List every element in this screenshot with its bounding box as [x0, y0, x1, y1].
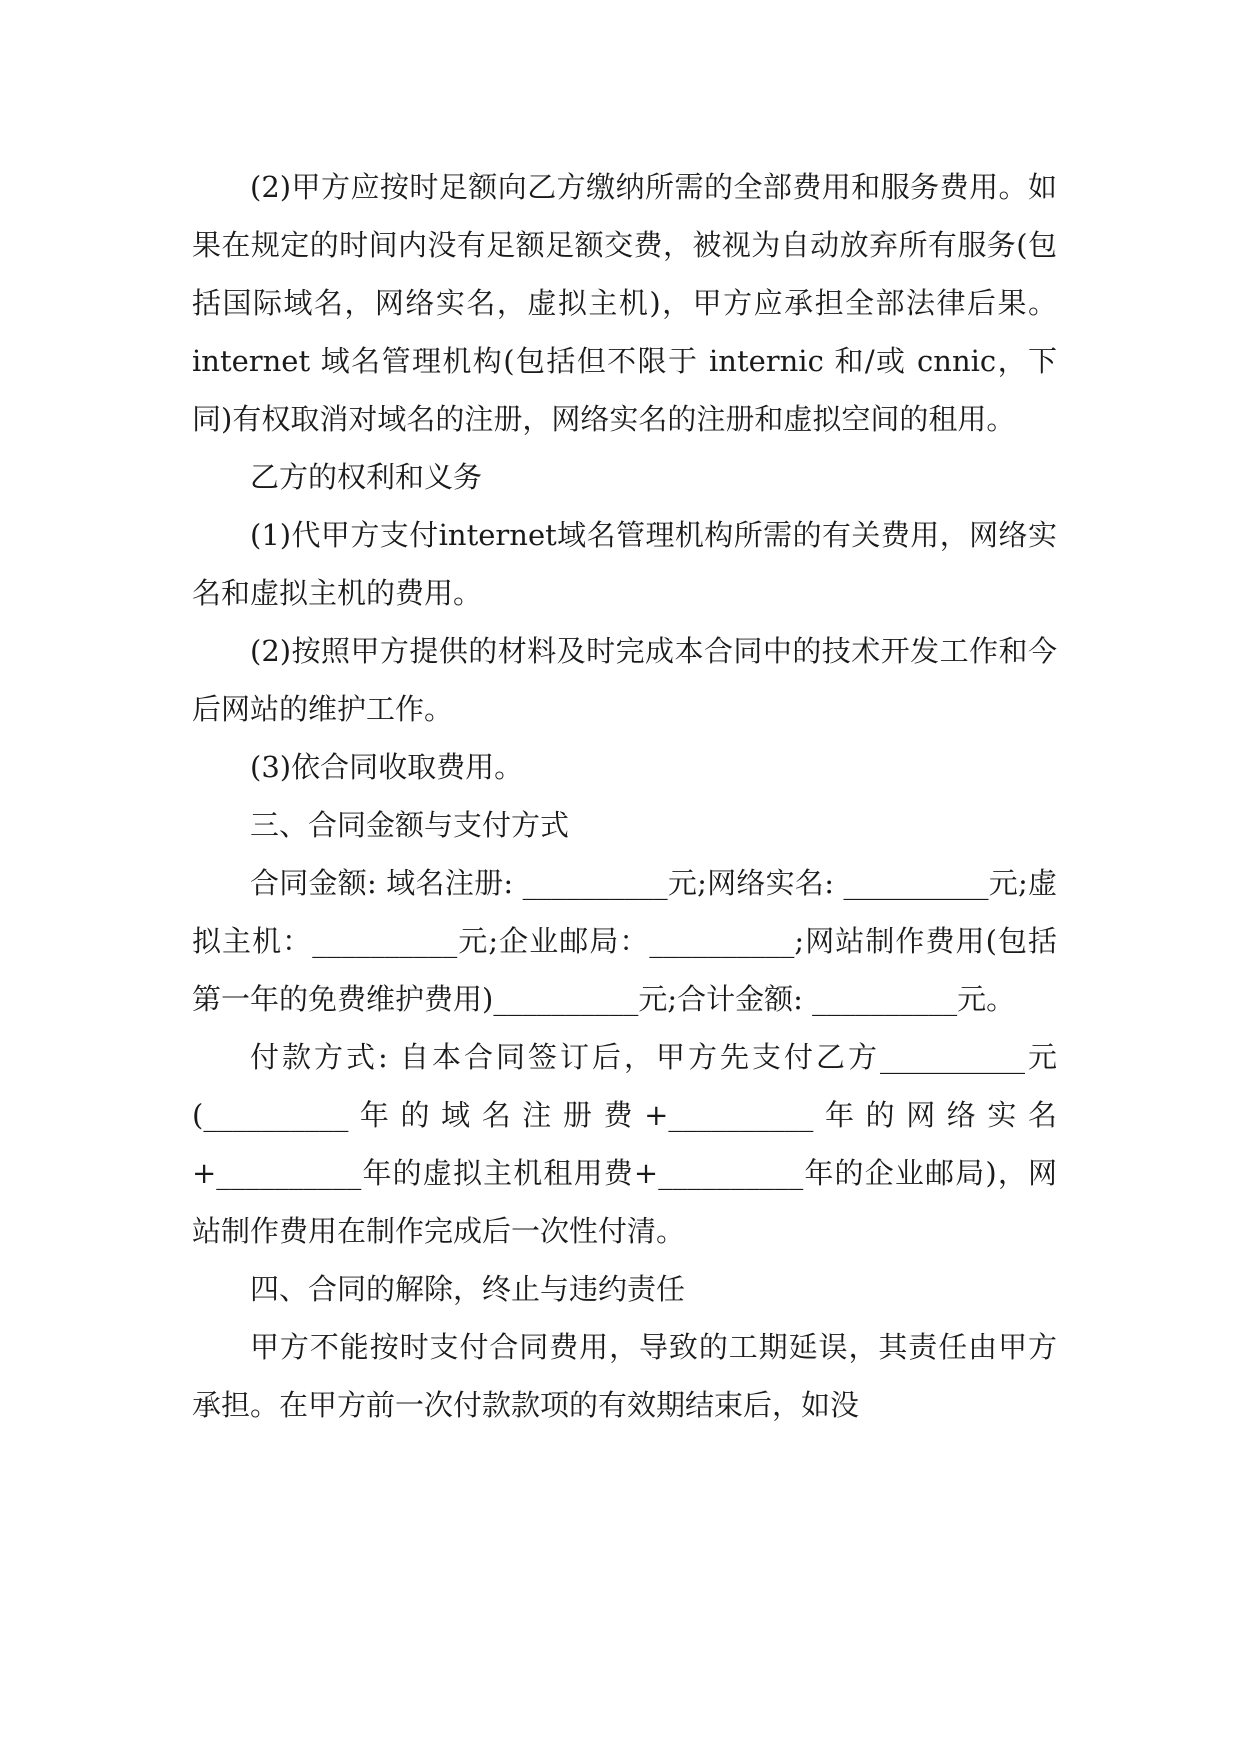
heading-section-3: 三、合同金额与支付方式: [250, 808, 570, 842]
paragraph-payment-method: 付款方式: 自本合同签订后，甲方先支付乙方__________元(__________年的域名注册费+__________年的网络实名+__________年的虚拟主机租用费+__________年的企业邮局)，网站制作费用在制作完成后一次性付清。: [192, 1040, 1057, 1248]
paragraph-fee-obligation: (2)甲方应按时足额向乙方缴纳所需的全部费用和服务费用。如果在规定的时间内没有足额足额交费，被视为自动放弃所有服务(包括国际域名，网络实名，虚拟主机)，甲方应承担全部法律后果。internet 域名管理机构(包括但不限于 internic 和/或 cnnic，下同)有权取消对域名的注册，网络实名的注册和虚拟空间的租用。: [192, 170, 1057, 436]
heading-section-4: 四、合同的解除，终止与违约责任: [250, 1272, 686, 1306]
paragraph-contract-amount: 合同金额: 域名注册: __________元;网络实名: __________元;虚拟主机：__________元;企业邮局：__________;网站制作费用(包括第一年的免费维护费用)__________元;合计金额: __________元。: [192, 866, 1057, 1016]
paragraph-item-1: (1)代甲方支付internet域名管理机构所需的有关费用，网络实名和虚拟主机的费用。: [192, 518, 1057, 610]
paragraph-item-2: (2)按照甲方提供的材料及时完成本合同中的技术开发工作和今后网站的维护工作。: [192, 634, 1057, 726]
heading-party-b-rights: 乙方的权利和义务: [250, 460, 483, 494]
document-body: [192, 158, 1057, 1434]
paragraph-breach: 甲方不能按时支付合同费用，导致的工期延误，其责任由甲方承担。在甲方前一次付款款项的有效期结束后，如没: [192, 1330, 1057, 1422]
paragraph-item-3: (3)依合同收取费用。: [250, 750, 524, 784]
